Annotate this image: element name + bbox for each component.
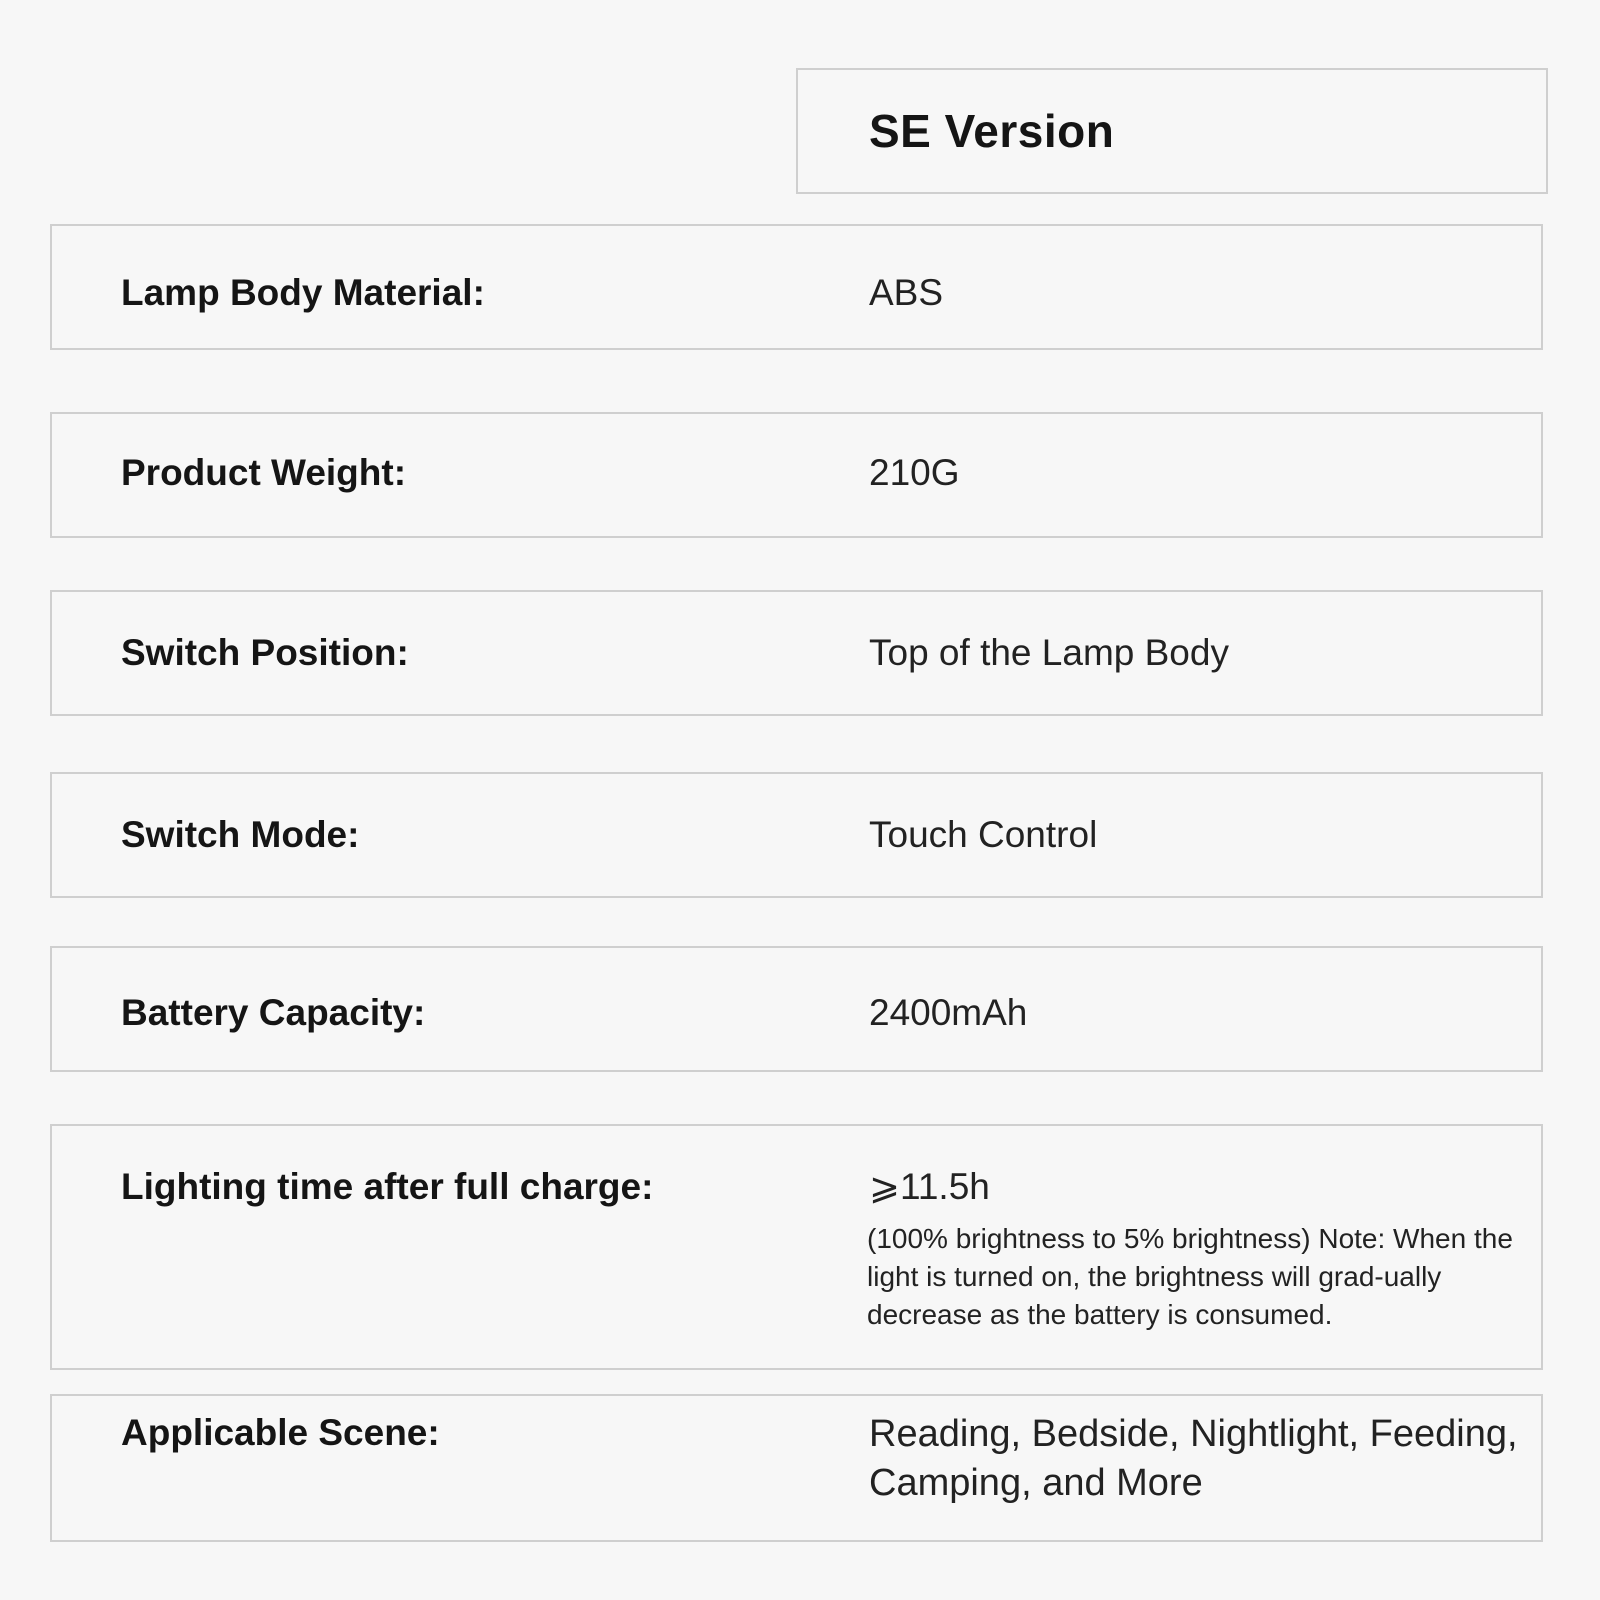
spec-row-switch-position xyxy=(50,590,1543,716)
spec-row-material xyxy=(50,224,1543,350)
spec-label: Switch Position: xyxy=(121,632,409,673)
spec-value: ⩾11.5h xyxy=(869,1166,990,1207)
spec-row-battery xyxy=(50,946,1543,1072)
spec-row-applicable-scene xyxy=(50,1394,1543,1542)
spec-note: (100% brightness to 5% brightness) Note: When the light is turned on, the brightness will grad-ually decrease as the battery is consumed. xyxy=(867,1223,1513,1330)
spec-value: ABS xyxy=(869,272,944,313)
spec-label: Switch Mode: xyxy=(121,814,360,855)
spec-label: Battery Capacity: xyxy=(121,992,426,1033)
version-title: SE Version xyxy=(869,105,1115,157)
spec-value: 210G xyxy=(869,452,960,493)
spec-value: Touch Control xyxy=(869,814,1098,855)
version-header xyxy=(796,68,1548,194)
spec-row-switch-mode xyxy=(50,772,1543,898)
spec-label: Applicable Scene: xyxy=(121,1412,440,1453)
spec-value: Reading, Bedside, Nightlight, Feeding, Camping, and More xyxy=(869,1413,1518,1504)
spec-label: Lighting time after full charge: xyxy=(121,1166,654,1207)
spec-row-lighting-time xyxy=(50,1124,1543,1370)
spec-value: Top of the Lamp Body xyxy=(869,632,1229,673)
spec-label: Product Weight: xyxy=(121,452,407,493)
spec-row-weight xyxy=(50,412,1543,538)
spec-value: 2400mAh xyxy=(869,992,1028,1033)
spec-label: Lamp Body Material: xyxy=(121,272,485,313)
